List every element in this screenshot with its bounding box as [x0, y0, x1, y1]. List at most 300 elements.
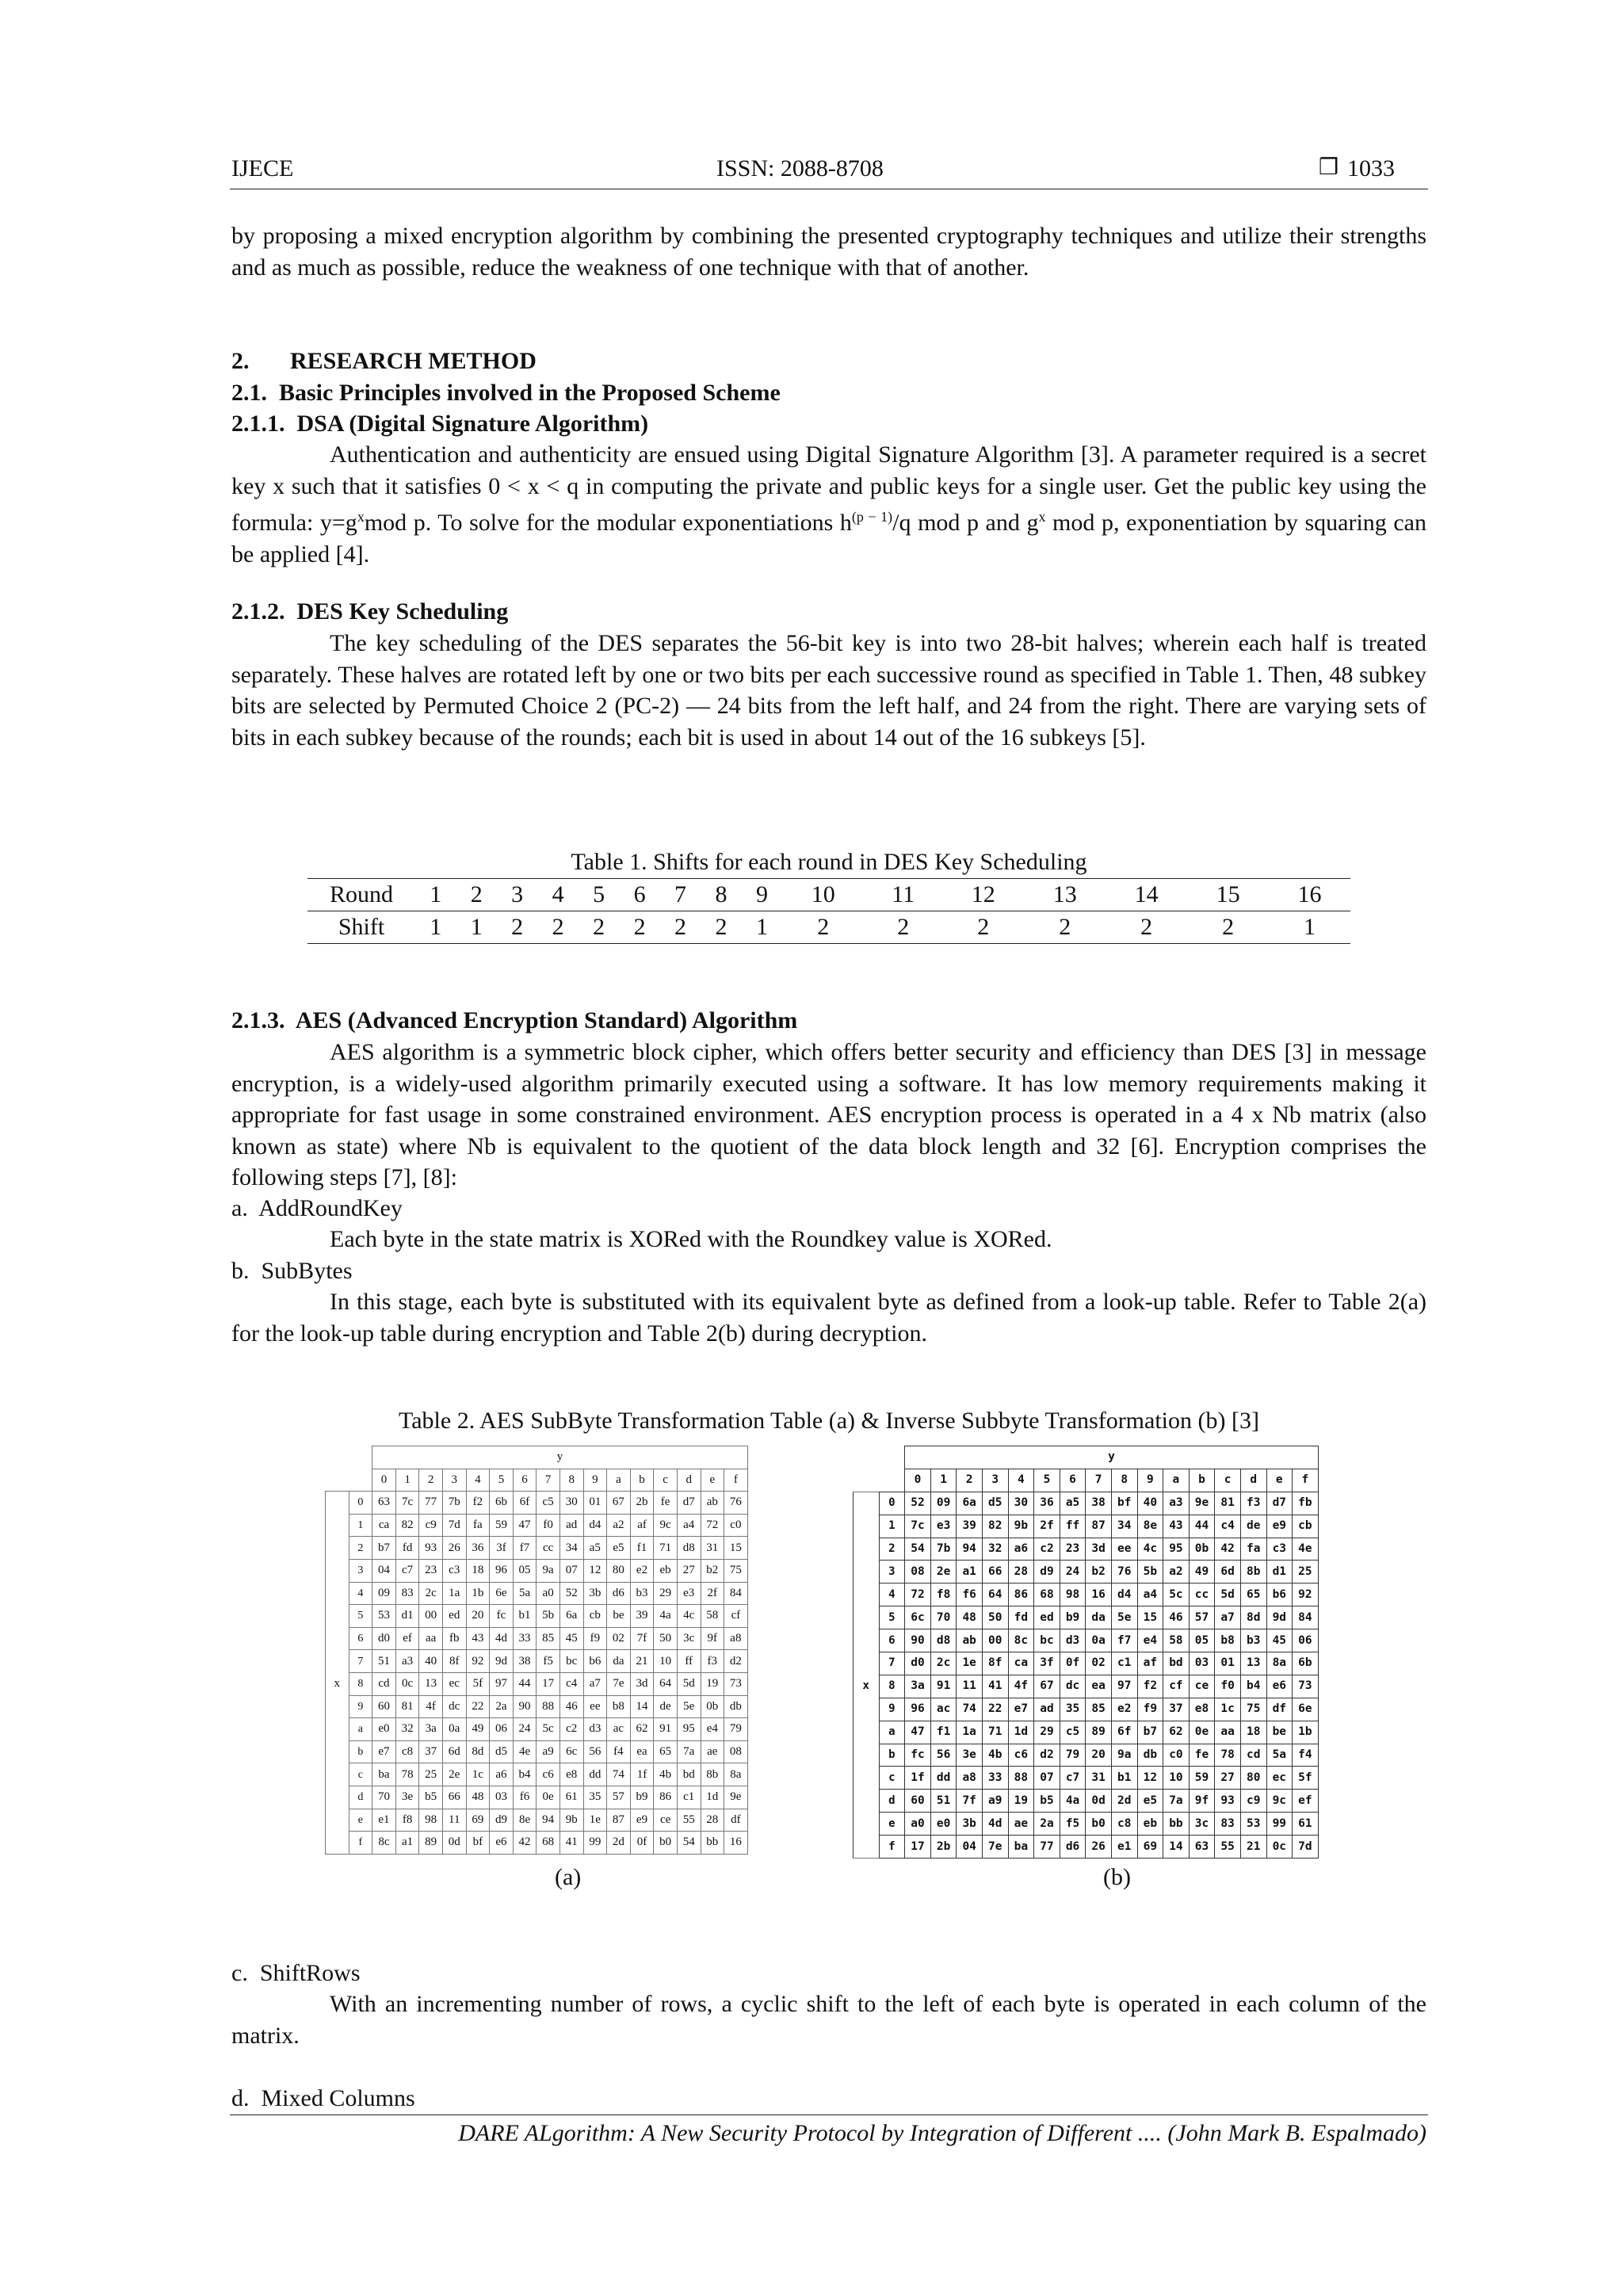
inv-sbox-cell: 5d — [1215, 1584, 1241, 1606]
sbox-row-header: a — [349, 1718, 372, 1741]
sbox-col-header: a — [607, 1469, 631, 1492]
inv-sbox-cell: dd — [930, 1767, 957, 1790]
sbox-cell: bc — [559, 1650, 583, 1673]
inv-sbox-cell: d5 — [982, 1492, 1008, 1515]
inv-sbox-cell: 0b — [1189, 1538, 1215, 1561]
sbox-cell: 65 — [654, 1740, 678, 1763]
inv-sbox-cell: 08 — [905, 1561, 931, 1584]
inv-sbox-cell: 72 — [905, 1584, 931, 1606]
inv-sbox-cell: 99 — [1266, 1813, 1293, 1836]
step-b-label: b. SubBytes — [231, 1258, 353, 1284]
inv-sbox-cell: 18 — [1240, 1721, 1266, 1744]
sbox-row — [326, 1582, 748, 1605]
sbox-col-header: 8 — [559, 1469, 583, 1492]
sbox-cell: 23 — [419, 1559, 443, 1582]
inv-sbox-cell: e0 — [930, 1813, 957, 1836]
sbox-cell: de — [654, 1695, 678, 1718]
sbox-cell: 12 — [583, 1559, 607, 1582]
inv-sbox-cell: 09 — [930, 1492, 957, 1515]
table1 — [307, 878, 1350, 944]
sbox-table-wrapper — [325, 1446, 748, 1855]
sbox-cell: e2 — [630, 1559, 654, 1582]
inv-sbox-cell: 7f — [957, 1790, 983, 1813]
table1-cell: 1 — [415, 879, 456, 911]
inv-sbox-cell: db — [1137, 1744, 1163, 1767]
inv-sbox-cell: 3d — [1086, 1538, 1112, 1561]
sbox-cell: 2c — [419, 1582, 443, 1605]
sbox-cell: 7b — [442, 1492, 466, 1515]
sbox-x-axis-cell — [326, 1832, 349, 1855]
sbox-cell: 43 — [466, 1627, 490, 1650]
sbox-cell: 88 — [537, 1695, 560, 1718]
sbox-cell: 1e — [583, 1809, 607, 1832]
inv-sbox-cell: 64 — [982, 1584, 1008, 1606]
inv-sbox-cell: bd — [1163, 1652, 1190, 1675]
inv-sbox-cell: 5e — [1111, 1606, 1137, 1629]
inv-sbox-cell: 27 — [1215, 1767, 1241, 1790]
inv-sbox-cell: 24 — [1060, 1561, 1086, 1584]
sbox-col-header: 4 — [466, 1469, 490, 1492]
sbox-cell: 77 — [419, 1492, 443, 1515]
sbox-cell: ef — [395, 1627, 419, 1650]
sbox-row — [326, 1832, 748, 1855]
inv-sbox-cell: d0 — [905, 1652, 931, 1675]
sbox-cell: c3 — [442, 1559, 466, 1582]
inv-sbox-cell: 36 — [1034, 1492, 1060, 1515]
inv-sbox-cell: 20 — [1086, 1744, 1112, 1767]
inv-sbox-cell: aa — [1215, 1721, 1241, 1744]
inv-sbox-cell: 33 — [982, 1767, 1008, 1790]
sbox-cell: bb — [701, 1832, 724, 1855]
inv-sbox-cell: 78 — [1215, 1744, 1241, 1767]
inv-sbox-cell: 7b — [930, 1538, 957, 1561]
inv-sbox-cell: 97 — [1111, 1675, 1137, 1698]
inv-sbox-cell: ec — [1266, 1767, 1293, 1790]
sbox-cell: 6c — [559, 1740, 583, 1763]
table1-cell: 13 — [1024, 879, 1106, 911]
inv-sbox-cell: 04 — [957, 1836, 983, 1859]
inv-sbox-cell: 92 — [1293, 1584, 1319, 1606]
inv-sbox-cell: 6f — [1111, 1721, 1137, 1744]
inv-sbox-cell: df — [1266, 1698, 1293, 1721]
step-c-label: c. ShiftRows — [231, 1960, 361, 1986]
inv-sbox-cell: b9 — [1060, 1606, 1086, 1629]
sbox-cell: d6 — [607, 1582, 631, 1605]
sbox-cell: 02 — [607, 1627, 631, 1650]
sbox-cell: 76 — [724, 1492, 748, 1515]
sbox-cell: 0b — [701, 1695, 724, 1718]
table1-cell: 2 — [1024, 911, 1106, 944]
sbox-cell: 34 — [559, 1537, 583, 1560]
inv-sbox-cell: 71 — [982, 1721, 1008, 1744]
inv-sbox-row — [854, 1584, 1319, 1606]
table1-cell: 1 — [1269, 911, 1350, 944]
sbox-cell: 52 — [559, 1582, 583, 1605]
inv-sbox-cell: 62 — [1163, 1721, 1190, 1744]
inv-sbox-cell: 75 — [1240, 1698, 1266, 1721]
sbox-col-header: 5 — [490, 1469, 514, 1492]
inv-sbox-cell: b2 — [1086, 1561, 1112, 1584]
inv-sbox-cell: f9 — [1137, 1698, 1163, 1721]
inv-sbox-cell: 39 — [957, 1515, 983, 1538]
inv-sbox-cell: e7 — [1008, 1698, 1034, 1721]
inv-sbox-cell: 81 — [1215, 1492, 1241, 1515]
inv-sbox-row — [854, 1675, 1319, 1698]
sbox-cell: 1f — [630, 1763, 654, 1786]
sbox-col-header: 6 — [513, 1469, 537, 1492]
sbox-row-header: 2 — [349, 1537, 372, 1560]
inv-sbox-cell: 2b — [930, 1836, 957, 1859]
table1-cell: 2 — [579, 911, 619, 944]
sbox-cell: 59 — [490, 1514, 514, 1537]
inv-sbox-cell: 7c — [905, 1515, 931, 1538]
inv-sbox-cell: cb — [1293, 1515, 1319, 1538]
inv-sbox-cell: 32 — [982, 1538, 1008, 1561]
sbox-cell: 51 — [372, 1650, 396, 1673]
sbox-row-header: 7 — [349, 1650, 372, 1673]
inv-sbox-cell: b6 — [1266, 1584, 1293, 1606]
sbox-cell: 62 — [630, 1718, 654, 1741]
inv-sbox-x-axis-cell — [854, 1790, 880, 1813]
sbox-cell: 72 — [701, 1514, 724, 1537]
inv-sbox-cell: 48 — [957, 1606, 983, 1629]
inv-sbox-cell: bb — [1163, 1813, 1190, 1836]
sbox-row-header: 9 — [349, 1695, 372, 1718]
sbox-cell: 15 — [724, 1537, 748, 1560]
aes-paragraph: AES algorithm is a symmetric block cipher, which offers better security and efficiency than DES [3] in message encryption, is a widely-used algorithm primarily executed using a software. It has low memory requirements making it appropriate for fast usage in some constrained environment. AES encryption process is operated in a 4 x Nb matrix (also known as state) where Nb is equivalent to the quotient of the data block length and 32 [6]. Encryption comprises the following steps [7], [8]: — [231, 1039, 1426, 1190]
sbox-cell: 26 — [442, 1537, 466, 1560]
sbox-cell: ec — [442, 1672, 466, 1695]
inv-sbox-cell: 1f — [905, 1767, 931, 1790]
dsa-sup-1: x — [357, 509, 365, 525]
inv-sbox-cell: 4b — [982, 1744, 1008, 1767]
inv-sbox-cell: d3 — [1060, 1629, 1086, 1652]
inv-sbox-cell: 42 — [1215, 1538, 1241, 1561]
inv-sbox-col-header: f — [1293, 1469, 1319, 1492]
inv-sbox-cell: ce — [1189, 1675, 1215, 1698]
sbox-cell: 46 — [559, 1695, 583, 1718]
inv-sbox-cell: 46 — [1163, 1606, 1190, 1629]
inv-sbox-cell: b8 — [1215, 1629, 1241, 1652]
inv-sbox-cell: 3f — [1034, 1652, 1060, 1675]
inv-sbox-cell: 6c — [905, 1606, 931, 1629]
inv-sbox-cell: 80 — [1240, 1767, 1266, 1790]
inv-sbox-cell: 90 — [905, 1629, 931, 1652]
sbox-cell: b5 — [419, 1786, 443, 1809]
inv-sbox-row-header: f — [879, 1836, 905, 1859]
sbox-cell: e9 — [630, 1809, 654, 1832]
sbox-cell: fa — [466, 1514, 490, 1537]
inv-sbox-cell: 61 — [1293, 1813, 1319, 1836]
table1-cell: 15 — [1187, 879, 1269, 911]
sbox-cell: b8 — [607, 1695, 631, 1718]
sbox-row-header: 3 — [349, 1559, 372, 1582]
sbox-cell: ac — [607, 1718, 631, 1741]
aes-heading: 2.1.3. AES (Advanced Encryption Standard) Algorithm — [231, 1007, 798, 1033]
table-corner — [326, 1469, 372, 1492]
table-corner — [854, 1446, 905, 1469]
inv-sbox-row-header: 3 — [879, 1561, 905, 1584]
inv-sbox-x-axis-cell — [854, 1767, 880, 1790]
sbox-cell: 50 — [654, 1627, 678, 1650]
sbox-cell: 44 — [513, 1672, 537, 1695]
inv-sbox-y-axis-label: y — [905, 1446, 1319, 1469]
inv-sbox-cell: 55 — [1215, 1836, 1241, 1859]
inv-sbox-cell: 12 — [1137, 1767, 1163, 1790]
inv-sbox-cell: a0 — [905, 1813, 931, 1836]
sbox-col-header: c — [654, 1469, 678, 1492]
inv-sbox-cell: 06 — [1293, 1629, 1319, 1652]
sbox-cell: 7f — [630, 1627, 654, 1650]
inv-sbox-x-axis-cell — [854, 1492, 880, 1515]
inv-sbox-cell: 5b — [1137, 1561, 1163, 1584]
inv-sbox-cell: 2c — [930, 1652, 957, 1675]
sbox-x-axis-cell — [326, 1786, 349, 1809]
inv-sbox-cell: 25 — [1293, 1561, 1319, 1584]
sbox-cell: 2d — [607, 1832, 631, 1855]
sbox-cell: 2a — [490, 1695, 514, 1718]
inv-sbox-cell: 49 — [1189, 1561, 1215, 1584]
page-header — [231, 155, 1426, 187]
inv-sbox-row-header: b — [879, 1744, 905, 1767]
sbox-cell: 3d — [630, 1672, 654, 1695]
sbox-cell: 47 — [513, 1514, 537, 1537]
table2-label-a: (a) — [555, 1864, 582, 1890]
sbox-cell: 6b — [490, 1492, 514, 1515]
sbox-cell: 3b — [583, 1582, 607, 1605]
table1-cell: 8 — [701, 879, 741, 911]
dsa-text-4: mod p, exponentiation by squaring can be applied [4]. — [231, 510, 1426, 567]
inv-sbox-cell: e9 — [1266, 1515, 1293, 1538]
sbox-cell: df — [724, 1809, 748, 1832]
inv-sbox-cell: f0 — [1215, 1675, 1241, 1698]
inv-sbox-cell: d7 — [1266, 1492, 1293, 1515]
sbox-cell: 0a — [442, 1718, 466, 1741]
inv-sbox-col-header: 0 — [905, 1469, 931, 1492]
inv-sbox-row — [854, 1515, 1319, 1538]
sbox-cell: a8 — [724, 1627, 748, 1650]
inv-sbox-cell: 84 — [1293, 1606, 1319, 1629]
inv-sbox-x-axis-cell — [854, 1538, 880, 1561]
sbox-row — [326, 1627, 748, 1650]
inv-sbox-cell: cf — [1163, 1675, 1190, 1698]
sbox-cell: 2b — [630, 1492, 654, 1515]
inv-sbox-col-header: 2 — [957, 1469, 983, 1492]
inv-sbox-cell: d1 — [1266, 1561, 1293, 1584]
sbox-cell: 8f — [442, 1650, 466, 1673]
step-a-text: Each byte in the state matrix is XORed with the Roundkey value is XORed. — [330, 1226, 1052, 1252]
sbox-cell: e5 — [607, 1537, 631, 1560]
table1-cell: 6 — [619, 879, 659, 911]
sbox-cell: 90 — [513, 1695, 537, 1718]
table1-cell: 2 — [660, 911, 701, 944]
table1-cell: 2 — [456, 879, 496, 911]
sbox-cell: 5e — [677, 1695, 701, 1718]
sbox-cell: ca — [372, 1514, 396, 1537]
sbox-cell: 11 — [442, 1809, 466, 1832]
dsa-text-3: /q mod p and g — [892, 510, 1039, 536]
inv-sbox-cell: 41 — [982, 1675, 1008, 1698]
inv-sbox-cell: 5c — [1163, 1584, 1190, 1606]
sbox-cell: 27 — [677, 1559, 701, 1582]
inv-sbox-cell: 47 — [905, 1721, 931, 1744]
sbox-cell: 1b — [466, 1582, 490, 1605]
sbox-cell: f8 — [395, 1809, 419, 1832]
inv-sbox-cell: ff — [1060, 1515, 1086, 1538]
inv-sbox-cell: 6e — [1293, 1698, 1319, 1721]
inv-sbox-cell: d8 — [930, 1629, 957, 1652]
inv-sbox-cell: 11 — [957, 1675, 983, 1698]
inv-sbox-x-axis-cell — [854, 1584, 880, 1606]
inv-sbox-cell: 30 — [1008, 1492, 1034, 1515]
sbox-cell: 9e — [724, 1786, 748, 1809]
sbox-cell: ae — [701, 1740, 724, 1763]
inv-sbox-cell: 52 — [905, 1492, 931, 1515]
inv-sbox-cell: 85 — [1086, 1698, 1112, 1721]
inv-sbox-cell: c5 — [1060, 1721, 1086, 1744]
sbox-cell: da — [607, 1650, 631, 1673]
table1-round-row — [307, 879, 1350, 911]
sbox-cell: fc — [490, 1605, 514, 1628]
sbox-cell: 99 — [583, 1832, 607, 1855]
sbox-cell: 74 — [607, 1763, 631, 1786]
sbox-cell: 71 — [654, 1537, 678, 1560]
sbox-cell: 22 — [466, 1695, 490, 1718]
sbox-cell: 9d — [490, 1650, 514, 1673]
inv-sbox-cell: e5 — [1137, 1790, 1163, 1813]
inv-sbox-cell: c8 — [1111, 1813, 1137, 1836]
sbox-cell: 7a — [677, 1740, 701, 1763]
sbox-cell: 03 — [490, 1786, 514, 1809]
sbox-cell: b7 — [372, 1537, 396, 1560]
sbox-x-axis-cell — [326, 1695, 349, 1718]
sbox-cell: 0c — [395, 1672, 419, 1695]
sbox-cell: d5 — [490, 1740, 514, 1763]
table1-cell: 2 — [1187, 911, 1269, 944]
sbox-cell: 3a — [419, 1718, 443, 1741]
inv-sbox-row — [854, 1836, 1319, 1859]
inv-sbox-cell: c7 — [1060, 1767, 1086, 1790]
inv-sbox-cell: eb — [1137, 1813, 1163, 1836]
sbox-cell: 67 — [607, 1492, 631, 1515]
inv-sbox-cell: fa — [1240, 1538, 1266, 1561]
sbox-cell: a1 — [395, 1832, 419, 1855]
sbox-cell: 31 — [701, 1537, 724, 1560]
sbox-row — [326, 1672, 748, 1695]
inv-sbox-cell: 13 — [1240, 1652, 1266, 1675]
inv-sbox-cell: 57 — [1189, 1606, 1215, 1629]
step-a-label: a. AddRoundKey — [231, 1195, 403, 1221]
inv-sbox-row-header: 4 — [879, 1584, 905, 1606]
inv-sbox-cell: d9 — [1034, 1561, 1060, 1584]
sbox-cell: 57 — [607, 1786, 631, 1809]
table1-cell: 10 — [782, 879, 864, 911]
inv-sbox-cell: 7e — [982, 1836, 1008, 1859]
sbox-cell: 83 — [395, 1582, 419, 1605]
inv-sbox-row — [854, 1538, 1319, 1561]
inv-sbox-cell: c6 — [1008, 1744, 1034, 1767]
inv-sbox-cell: fe — [1189, 1744, 1215, 1767]
inv-sbox-cell: ca — [1008, 1652, 1034, 1675]
page-marker-icon: ❒ — [1319, 154, 1339, 180]
sbox-cell: 06 — [490, 1718, 514, 1741]
inv-sbox-cell: c3 — [1266, 1538, 1293, 1561]
inv-sbox-x-axis-cell — [854, 1721, 880, 1744]
inv-sbox-cell: f2 — [1137, 1675, 1163, 1698]
sbox-row — [326, 1695, 748, 1718]
inv-sbox-cell: 58 — [1163, 1629, 1190, 1652]
sbox-cell: 6d — [442, 1740, 466, 1763]
sbox-cell: 13 — [419, 1672, 443, 1695]
inv-sbox-cell: 68 — [1034, 1584, 1060, 1606]
sbox-cell: 17 — [537, 1672, 560, 1695]
inv-sbox-cell: ac — [930, 1698, 957, 1721]
inv-sbox-cell: 86 — [1008, 1584, 1034, 1606]
inv-sbox-cell: 19 — [1008, 1790, 1034, 1813]
inv-sbox-col-header: 8 — [1111, 1469, 1137, 1492]
inv-sbox-cell: 6a — [957, 1492, 983, 1515]
inv-sbox-cell: b5 — [1034, 1790, 1060, 1813]
sbox-cell: 01 — [583, 1492, 607, 1515]
sbox-cell: c9 — [419, 1514, 443, 1537]
inv-sbox-cell: 1e — [957, 1652, 983, 1675]
inv-sbox-cell: 4d — [982, 1813, 1008, 1836]
table1-cell: 2 — [619, 911, 659, 944]
sbox-row — [326, 1559, 748, 1582]
sbox-cell: 33 — [513, 1627, 537, 1650]
sbox-cell: a6 — [490, 1763, 514, 1786]
sbox-cell: 9f — [701, 1627, 724, 1650]
inv-sbox-cell: 73 — [1293, 1675, 1319, 1698]
sbox-cell: 70 — [372, 1786, 396, 1809]
table1-cell: 12 — [942, 879, 1024, 911]
sbox-cell: e3 — [677, 1582, 701, 1605]
inv-sbox-x-axis-cell — [854, 1813, 880, 1836]
inv-sbox-row — [854, 1698, 1319, 1721]
sbox-cell: 54 — [677, 1832, 701, 1855]
sbox-cell: 0e — [537, 1786, 560, 1809]
sbox-cell: c2 — [559, 1718, 583, 1741]
sbox-cell: 37 — [419, 1740, 443, 1763]
dsa-paragraph — [231, 439, 1426, 570]
inv-sbox-cell: f8 — [930, 1584, 957, 1606]
inv-sbox-cell: e3 — [930, 1515, 957, 1538]
inv-sbox-cell: 4a — [1060, 1790, 1086, 1813]
sbox-cell: 5b — [537, 1605, 560, 1628]
sbox-cell: c6 — [537, 1763, 560, 1786]
sbox-cell: 75 — [724, 1559, 748, 1582]
sbox-cell: b9 — [630, 1786, 654, 1809]
sbox-cell: 28 — [701, 1809, 724, 1832]
sbox-cell: ba — [372, 1763, 396, 1786]
inv-sbox-x-axis-cell — [854, 1652, 880, 1675]
inv-sbox-col-header: 7 — [1086, 1469, 1112, 1492]
inv-sbox-row — [854, 1652, 1319, 1675]
inv-sbox-cell: 6d — [1215, 1561, 1241, 1584]
inv-sbox-cell: b1 — [1111, 1767, 1137, 1790]
sbox-cell: 2f — [701, 1582, 724, 1605]
inv-sbox-cell: 0f — [1060, 1652, 1086, 1675]
sbox-cell: 04 — [372, 1559, 396, 1582]
sbox-cell: 1a — [442, 1582, 466, 1605]
inv-sbox-cell: bc — [1034, 1629, 1060, 1652]
sbox-cell: 9a — [537, 1559, 560, 1582]
subsection-heading: 2.1. Basic Principles involved in the Proposed Scheme — [231, 380, 781, 406]
sbox-cell: f5 — [537, 1650, 560, 1673]
inv-sbox-cell: 5a — [1266, 1744, 1293, 1767]
inv-sbox-col-header: d — [1240, 1469, 1266, 1492]
inv-sbox-cell: f7 — [1111, 1629, 1137, 1652]
